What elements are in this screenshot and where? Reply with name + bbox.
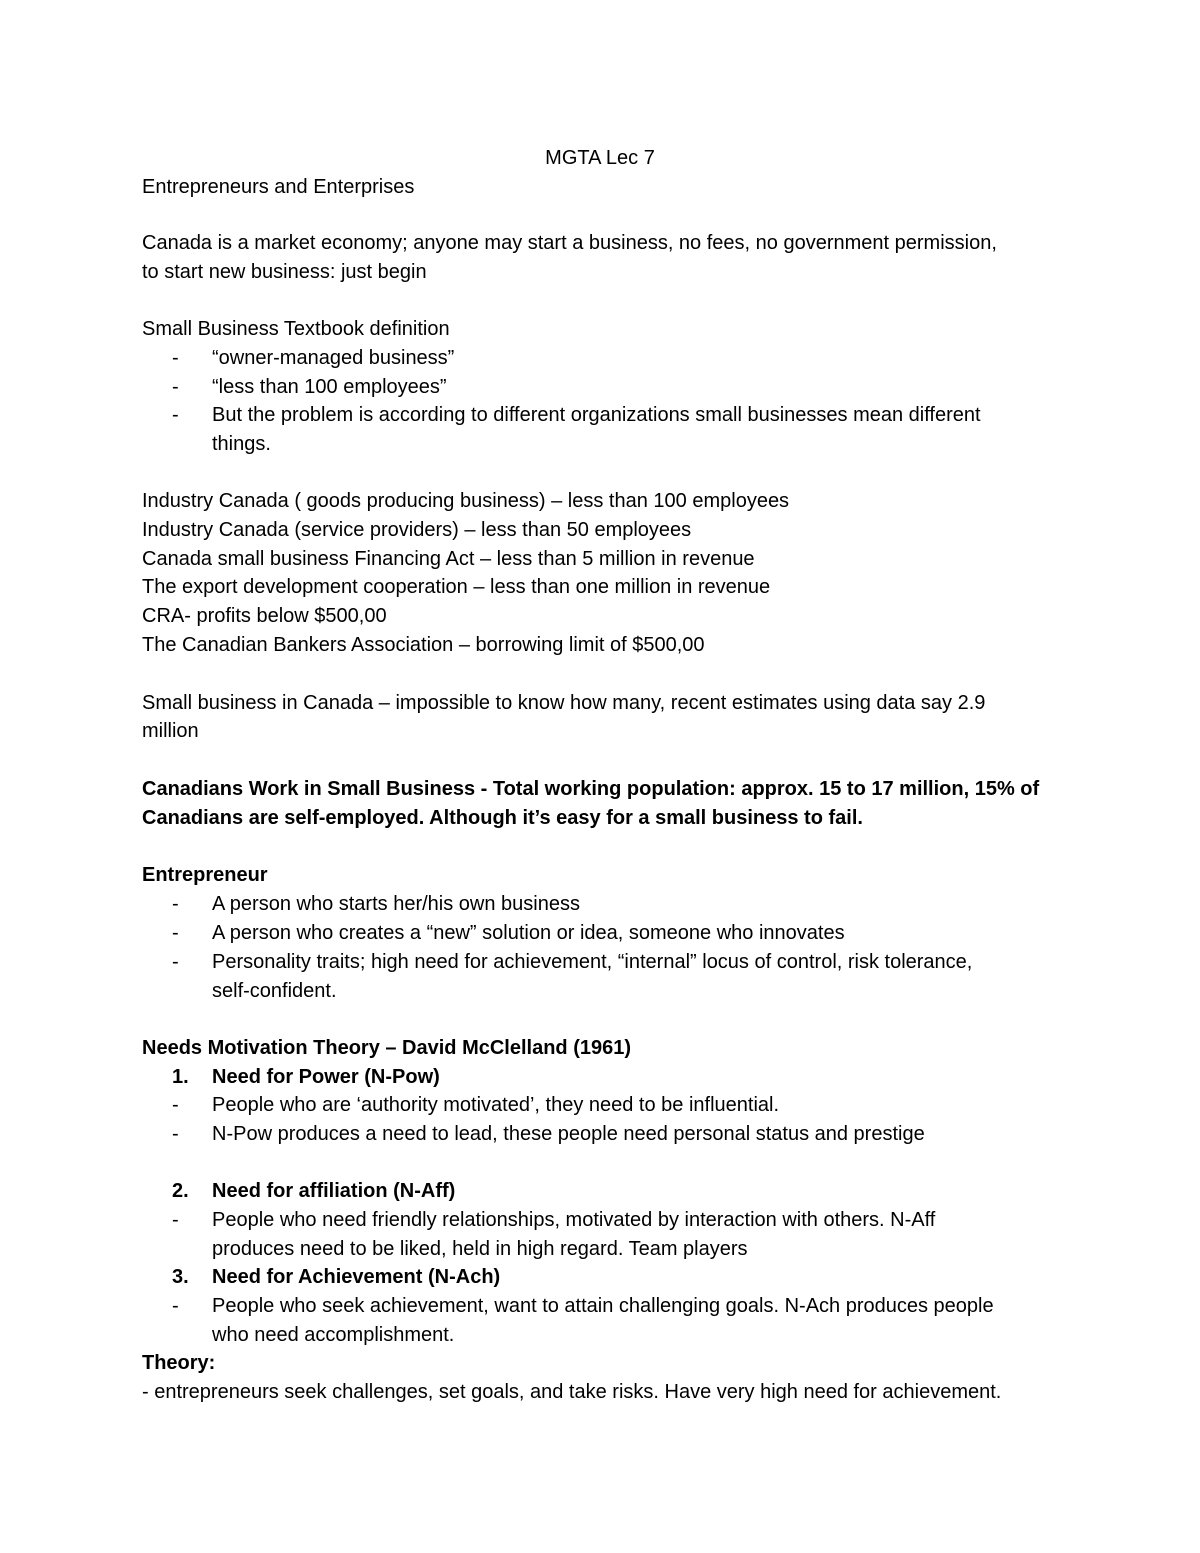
list-item: A person who starts her/his own business (212, 893, 580, 915)
list-item-continuation: things. (212, 433, 271, 455)
list-item-continuation: self-confident. (212, 980, 337, 1002)
definition-line: CRA- profits below $500,00 (142, 605, 387, 627)
list-number: 1. (172, 1066, 189, 1088)
definition-line: The export development cooperation – less than one million in revenue (142, 576, 771, 598)
document-title: MGTA Lec 7 (545, 147, 655, 169)
bullet-dash: - (172, 951, 179, 973)
bullet-dash: - (172, 347, 179, 369)
needs-heading: Needs Motivation Theory – David McClelland (1961) (142, 1037, 632, 1059)
entrepreneur-heading: Entrepreneur (142, 864, 268, 886)
list-item: People who need friendly relationships, motivated by interaction with others. N-Aff (212, 1209, 936, 1231)
small-business-heading: Small Business Textbook definition (142, 318, 450, 340)
theory-heading: Theory: (142, 1352, 216, 1374)
list-item: “owner-managed business” (212, 347, 455, 369)
bullet-dash: - (172, 376, 179, 398)
list-number: 3. (172, 1266, 189, 1288)
need-power-label: Need for Power (N-Pow) (212, 1066, 440, 1088)
intro-line-2: to start new business: just begin (142, 261, 427, 283)
definition-line: Industry Canada (service providers) – less than 50 employees (142, 519, 692, 541)
list-item: People who seek achievement, want to attain challenging goals. N-Ach produces people (212, 1295, 994, 1317)
need-achievement-label: Need for Achievement (N-Ach) (212, 1266, 501, 1288)
bullet-dash: - (172, 893, 179, 915)
work-line-2: Canadians are self-employed. Although it’s easy for a small business to fail. (142, 807, 863, 829)
list-item: “less than 100 employees” (212, 376, 447, 398)
need-affiliation-label: Need for affiliation (N-Aff) (212, 1180, 456, 1202)
intro-line-1: Canada is a market economy; anyone may start a business, no fees, no government permission, (142, 232, 997, 254)
bullet-dash: - (172, 404, 179, 426)
list-item-continuation: who need accomplishment. (212, 1324, 455, 1346)
document-subtitle: Entrepreneurs and Enterprises (142, 176, 415, 198)
list-item: Personality traits; high need for achievement, “internal” locus of control, risk tolerance, (212, 951, 973, 973)
definition-line: Industry Canada ( goods producing business) – less than 100 employees (142, 490, 790, 512)
count-line-2: million (142, 720, 199, 742)
list-item: People who are ‘authority motivated’, they need to be influential. (212, 1094, 780, 1116)
theory-line: - entrepreneurs seek challenges, set goals, and take risks. Have very high need for achievement. (142, 1381, 1002, 1403)
list-item-continuation: produces need to be liked, held in high regard. Team players (212, 1238, 748, 1260)
definition-line: The Canadian Bankers Association – borrowing limit of $500,00 (142, 634, 705, 656)
bullet-dash: - (172, 1209, 179, 1231)
bullet-dash: - (172, 922, 179, 944)
list-item: N-Pow produces a need to lead, these people need personal status and prestige (212, 1123, 925, 1145)
bullet-dash: - (172, 1123, 179, 1145)
list-item: A person who creates a “new” solution or idea, someone who innovates (212, 922, 845, 944)
definition-line: Canada small business Financing Act – less than 5 million in revenue (142, 548, 755, 570)
work-line-1: Canadians Work in Small Business - Total working population: approx. 15 to 17 million, 15% of (142, 778, 1040, 800)
list-item: But the problem is according to different organizations small businesses mean different (212, 404, 981, 426)
bullet-dash: - (172, 1295, 179, 1317)
bullet-dash: - (172, 1094, 179, 1116)
list-number: 2. (172, 1180, 189, 1202)
count-line-1: Small business in Canada – impossible to know how many, recent estimates using data say 2.9 (142, 692, 986, 714)
